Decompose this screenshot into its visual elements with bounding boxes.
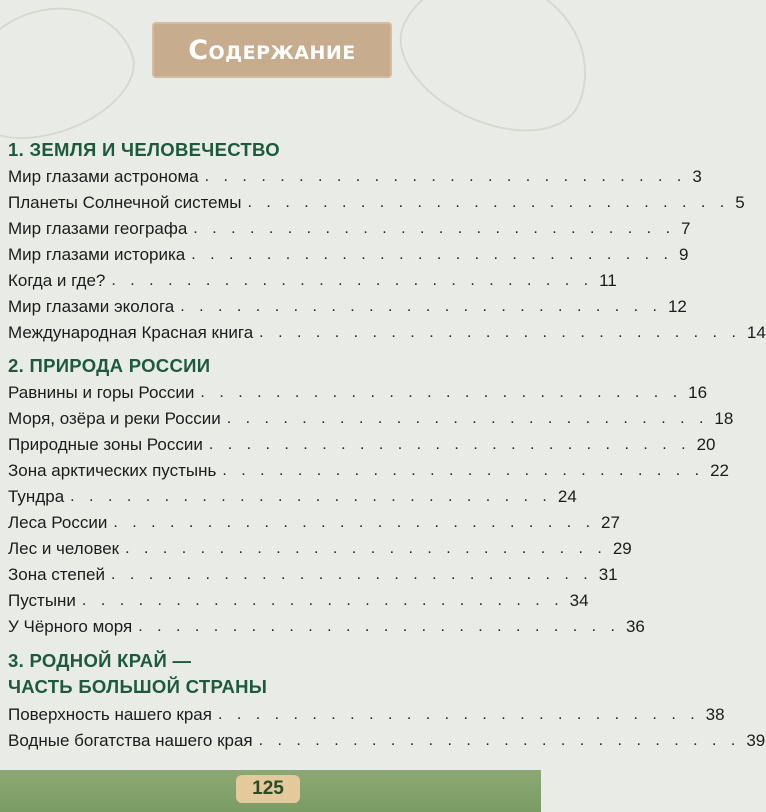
section-heading: 2. ПРИРОДА РОССИИ — [8, 355, 211, 376]
leader-dots: . . . . . . . . . . . . . . . . . . . . . . . . . . — [200, 384, 683, 401]
toc-entry[interactable] — [0, 508, 620, 534]
entry-title: Планеты Солнечной системы — [8, 193, 242, 212]
toc-entry[interactable] — [0, 162, 702, 188]
entry-page: 18 — [714, 409, 734, 428]
entry-title: Мир глазами астронома — [8, 167, 199, 186]
leader-dots: . . . . . . . . . . . . . . . . . . . . . . . . . . — [204, 168, 687, 185]
page-title: Содержание — [188, 34, 356, 66]
entry-title: Зона арктических пустынь — [8, 461, 217, 480]
entry-page: 24 — [557, 487, 577, 506]
entry-page: 9 — [678, 245, 689, 264]
entry-title: У Чёрного моря — [8, 617, 133, 636]
entry-title: Зона степей — [8, 565, 105, 584]
toc-entry[interactable] — [0, 700, 725, 726]
toc-section-3 — [0, 648, 766, 752]
entry-title: Лес и человек — [8, 539, 120, 558]
entry-page: 16 — [688, 383, 708, 402]
entry-page: 7 — [681, 219, 691, 238]
entry-page: 31 — [598, 565, 618, 584]
toc-entry[interactable] — [0, 430, 716, 456]
entry-page: 12 — [667, 297, 687, 316]
entry-page: 3 — [692, 167, 702, 186]
leader-dots: . . . . . . . . . . . . . . . . . . . . . . . . . . — [111, 272, 594, 289]
entry-title: Когда и где? — [8, 271, 106, 290]
leader-dots: . . . . . . . . . . . . . . . . . . . . . . . . . . — [217, 706, 700, 723]
leader-dots: . . . . . . . . . . . . . . . . . . . . . . . . . . — [226, 410, 709, 427]
leader-dots: . . . . . . . . . . . . . . . . . . . . . . . . . . — [81, 592, 564, 609]
entry-title: Мир глазами географа — [8, 219, 188, 238]
toc-entry[interactable] — [0, 726, 766, 752]
toc-entry[interactable] — [0, 378, 708, 404]
toc-entry[interactable] — [0, 456, 729, 482]
entry-page: 22 — [710, 461, 729, 480]
toc-entry[interactable] — [0, 292, 687, 318]
entry-title: Тундра — [8, 487, 65, 506]
toc-entry[interactable] — [0, 188, 745, 214]
entry-page: 14 — [746, 323, 766, 342]
entry-title: Пустыни — [8, 591, 76, 610]
entry-page: 34 — [569, 591, 589, 610]
leader-dots: . . . . . . . . . . . . . . . . . . . . . . . . . . — [208, 436, 691, 453]
leader-dots: . . . . . . . . . . . . . . . . . . . . . . . . . . — [222, 462, 705, 479]
entry-title: Мир глазами историка — [8, 245, 186, 264]
leader-dots: . . . . . . . . . . . . . . . . . . . . . . . . . . — [180, 298, 662, 315]
entry-title: Равнины и горы России — [8, 383, 195, 402]
entry-title: Международная Красная книга — [8, 323, 254, 342]
toc-entry[interactable] — [0, 318, 766, 344]
toc-entry[interactable] — [0, 404, 734, 430]
entry-title: Мир глазами эколога — [8, 297, 175, 316]
toc-section-2 — [0, 354, 734, 638]
toc-entry[interactable] — [0, 586, 589, 612]
table-of-contents — [0, 134, 766, 758]
leader-dots: . . . . . . . . . . . . . . . . . . . . . . . . . . — [111, 566, 593, 583]
entry-title: Водные богатства нашего края — [8, 731, 253, 750]
entry-page: 36 — [625, 617, 645, 636]
entry-title: Моря, озёра и реки России — [8, 409, 221, 428]
leader-dots: . . . . . . . . . . . . . . . . . . . . . . . . . . — [193, 220, 676, 237]
toc-entry[interactable] — [0, 266, 617, 292]
entry-page: 5 — [735, 193, 745, 212]
entry-title: Леса России — [8, 513, 108, 532]
leader-dots: . . . . . . . . . . . . . . . . . . . . . . . . . . — [113, 514, 596, 531]
toc-entry[interactable] — [0, 560, 618, 586]
leader-dots: . . . . . . . . . . . . . . . . . . . . . . . . . . — [138, 618, 620, 635]
entry-page: 20 — [696, 435, 716, 454]
title-banner — [152, 22, 392, 78]
leader-dots: . . . . . . . . . . . . . . . . . . . . . . . . . . — [191, 246, 673, 263]
toc-entry[interactable] — [0, 240, 689, 266]
toc-entry[interactable] — [0, 482, 577, 508]
entry-page: 27 — [601, 513, 620, 532]
leader-dots: . . . . . . . . . . . . . . . . . . . . . . . . . . — [70, 488, 552, 505]
entry-page: 38 — [705, 705, 725, 724]
section-heading-line-1: 3. РОДНОЙ КРАЙ — — [8, 650, 192, 671]
entry-title: Поверхность нашего края — [8, 705, 212, 724]
entry-page: 29 — [612, 539, 632, 558]
leader-dots: . . . . . . . . . . . . . . . . . . . . . . . . . . — [247, 194, 730, 211]
leader-dots: . . . . . . . . . . . . . . . . . . . . . . . . . . — [125, 540, 607, 557]
leader-dots: . . . . . . . . . . . . . . . . . . . . . . . . . . — [259, 324, 741, 341]
leader-dots: . . . . . . . . . . . . . . . . . . . . . . . . . . — [258, 732, 741, 749]
entry-page: 39 — [746, 731, 766, 750]
toc-entry[interactable] — [0, 214, 691, 240]
page-number: 125 — [236, 775, 300, 803]
section-heading: 1. ЗЕМЛЯ И ЧЕЛОВЕЧЕСТВО — [8, 139, 280, 160]
toc-section-1 — [0, 138, 766, 344]
entry-title: Природные зоны России — [8, 435, 203, 454]
toc-entry[interactable] — [0, 534, 632, 560]
entry-page: 11 — [599, 271, 617, 290]
section-heading-line-2: ЧАСТЬ БОЛЬШОЙ СТРАНЫ — [8, 676, 268, 697]
toc-entry[interactable] — [0, 612, 645, 638]
